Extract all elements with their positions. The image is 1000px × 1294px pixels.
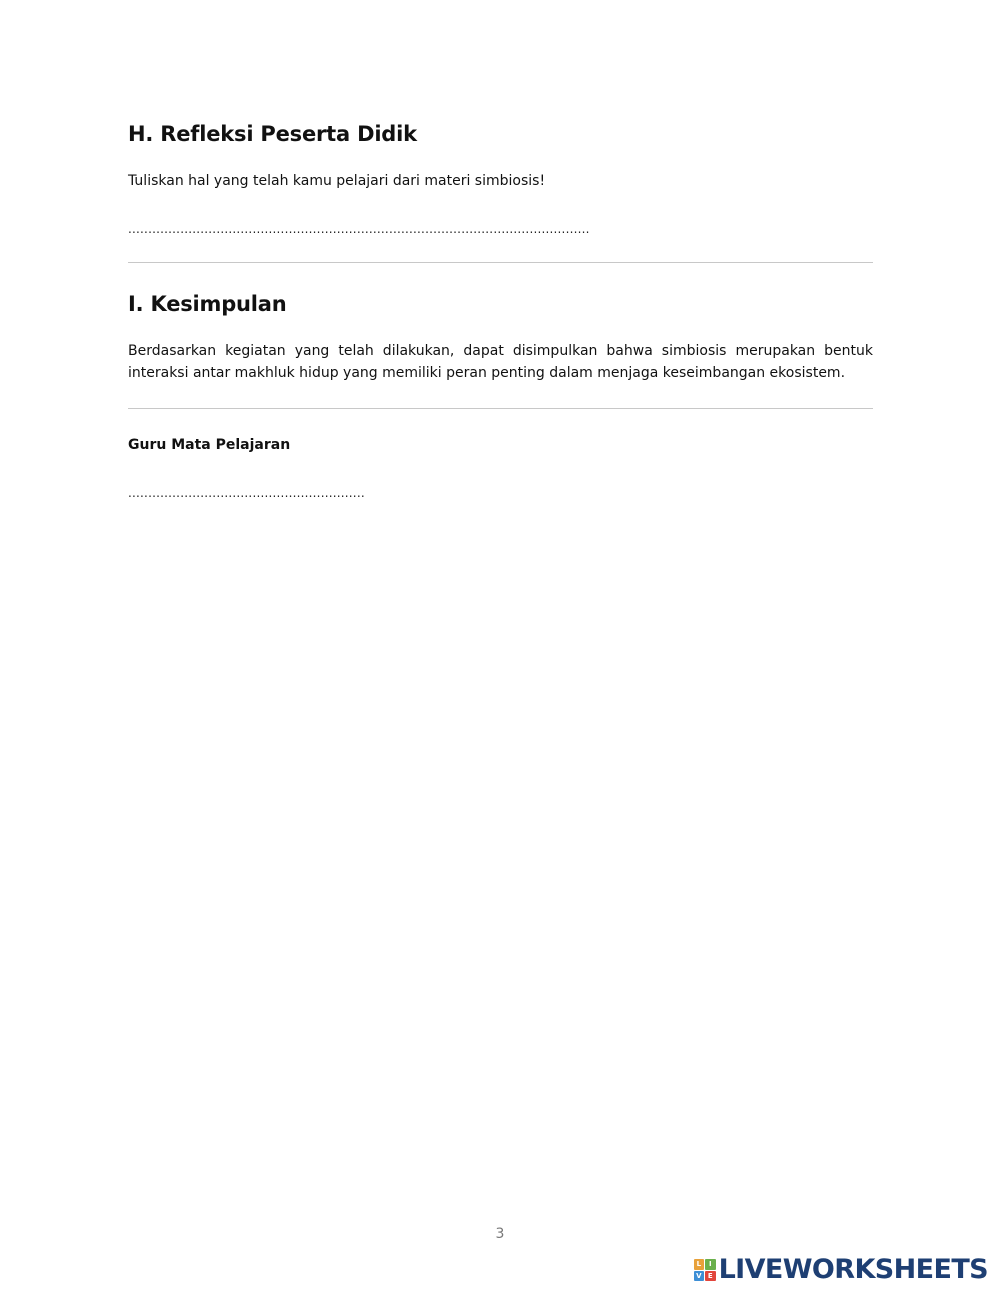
reflection-answer-line[interactable]: ...................................................................................................................	[128, 222, 590, 236]
logo-letter: L	[694, 1259, 705, 1270]
reflection-prompt: Tuliskan hal yang telah kamu pelajari dari materi simbiosis!	[128, 173, 546, 189]
liveworksheets-brand[interactable]	[694, 1253, 988, 1287]
logo-letter: I	[705, 1259, 716, 1270]
section-i-heading: I. Kesimpulan	[128, 292, 287, 316]
section-divider	[128, 262, 873, 263]
signature-label: Guru Mata Pelajaran	[128, 437, 291, 453]
page-number: 3	[495, 1226, 505, 1242]
logo-letter: E	[705, 1271, 716, 1282]
section-divider	[128, 408, 873, 409]
conclusion-paragraph: Berdasarkan kegiatan yang telah dilakukan, dapat disimpulkan bahwa simbiosis merupakan bentuk interaksi antar makhluk hidup yang memiliki peran penting dalam menjaga keseimbangan ekosistem.	[128, 343, 873, 381]
brand-wordmark: LIVEWORKSHEETS	[718, 1254, 988, 1285]
section-h-heading: H. Refleksi Peserta Didik	[128, 122, 417, 146]
logo-letter: V	[694, 1271, 705, 1282]
signature-line[interactable]: ...........................................................	[128, 486, 365, 500]
liveworksheets-logo-icon	[694, 1259, 716, 1281]
